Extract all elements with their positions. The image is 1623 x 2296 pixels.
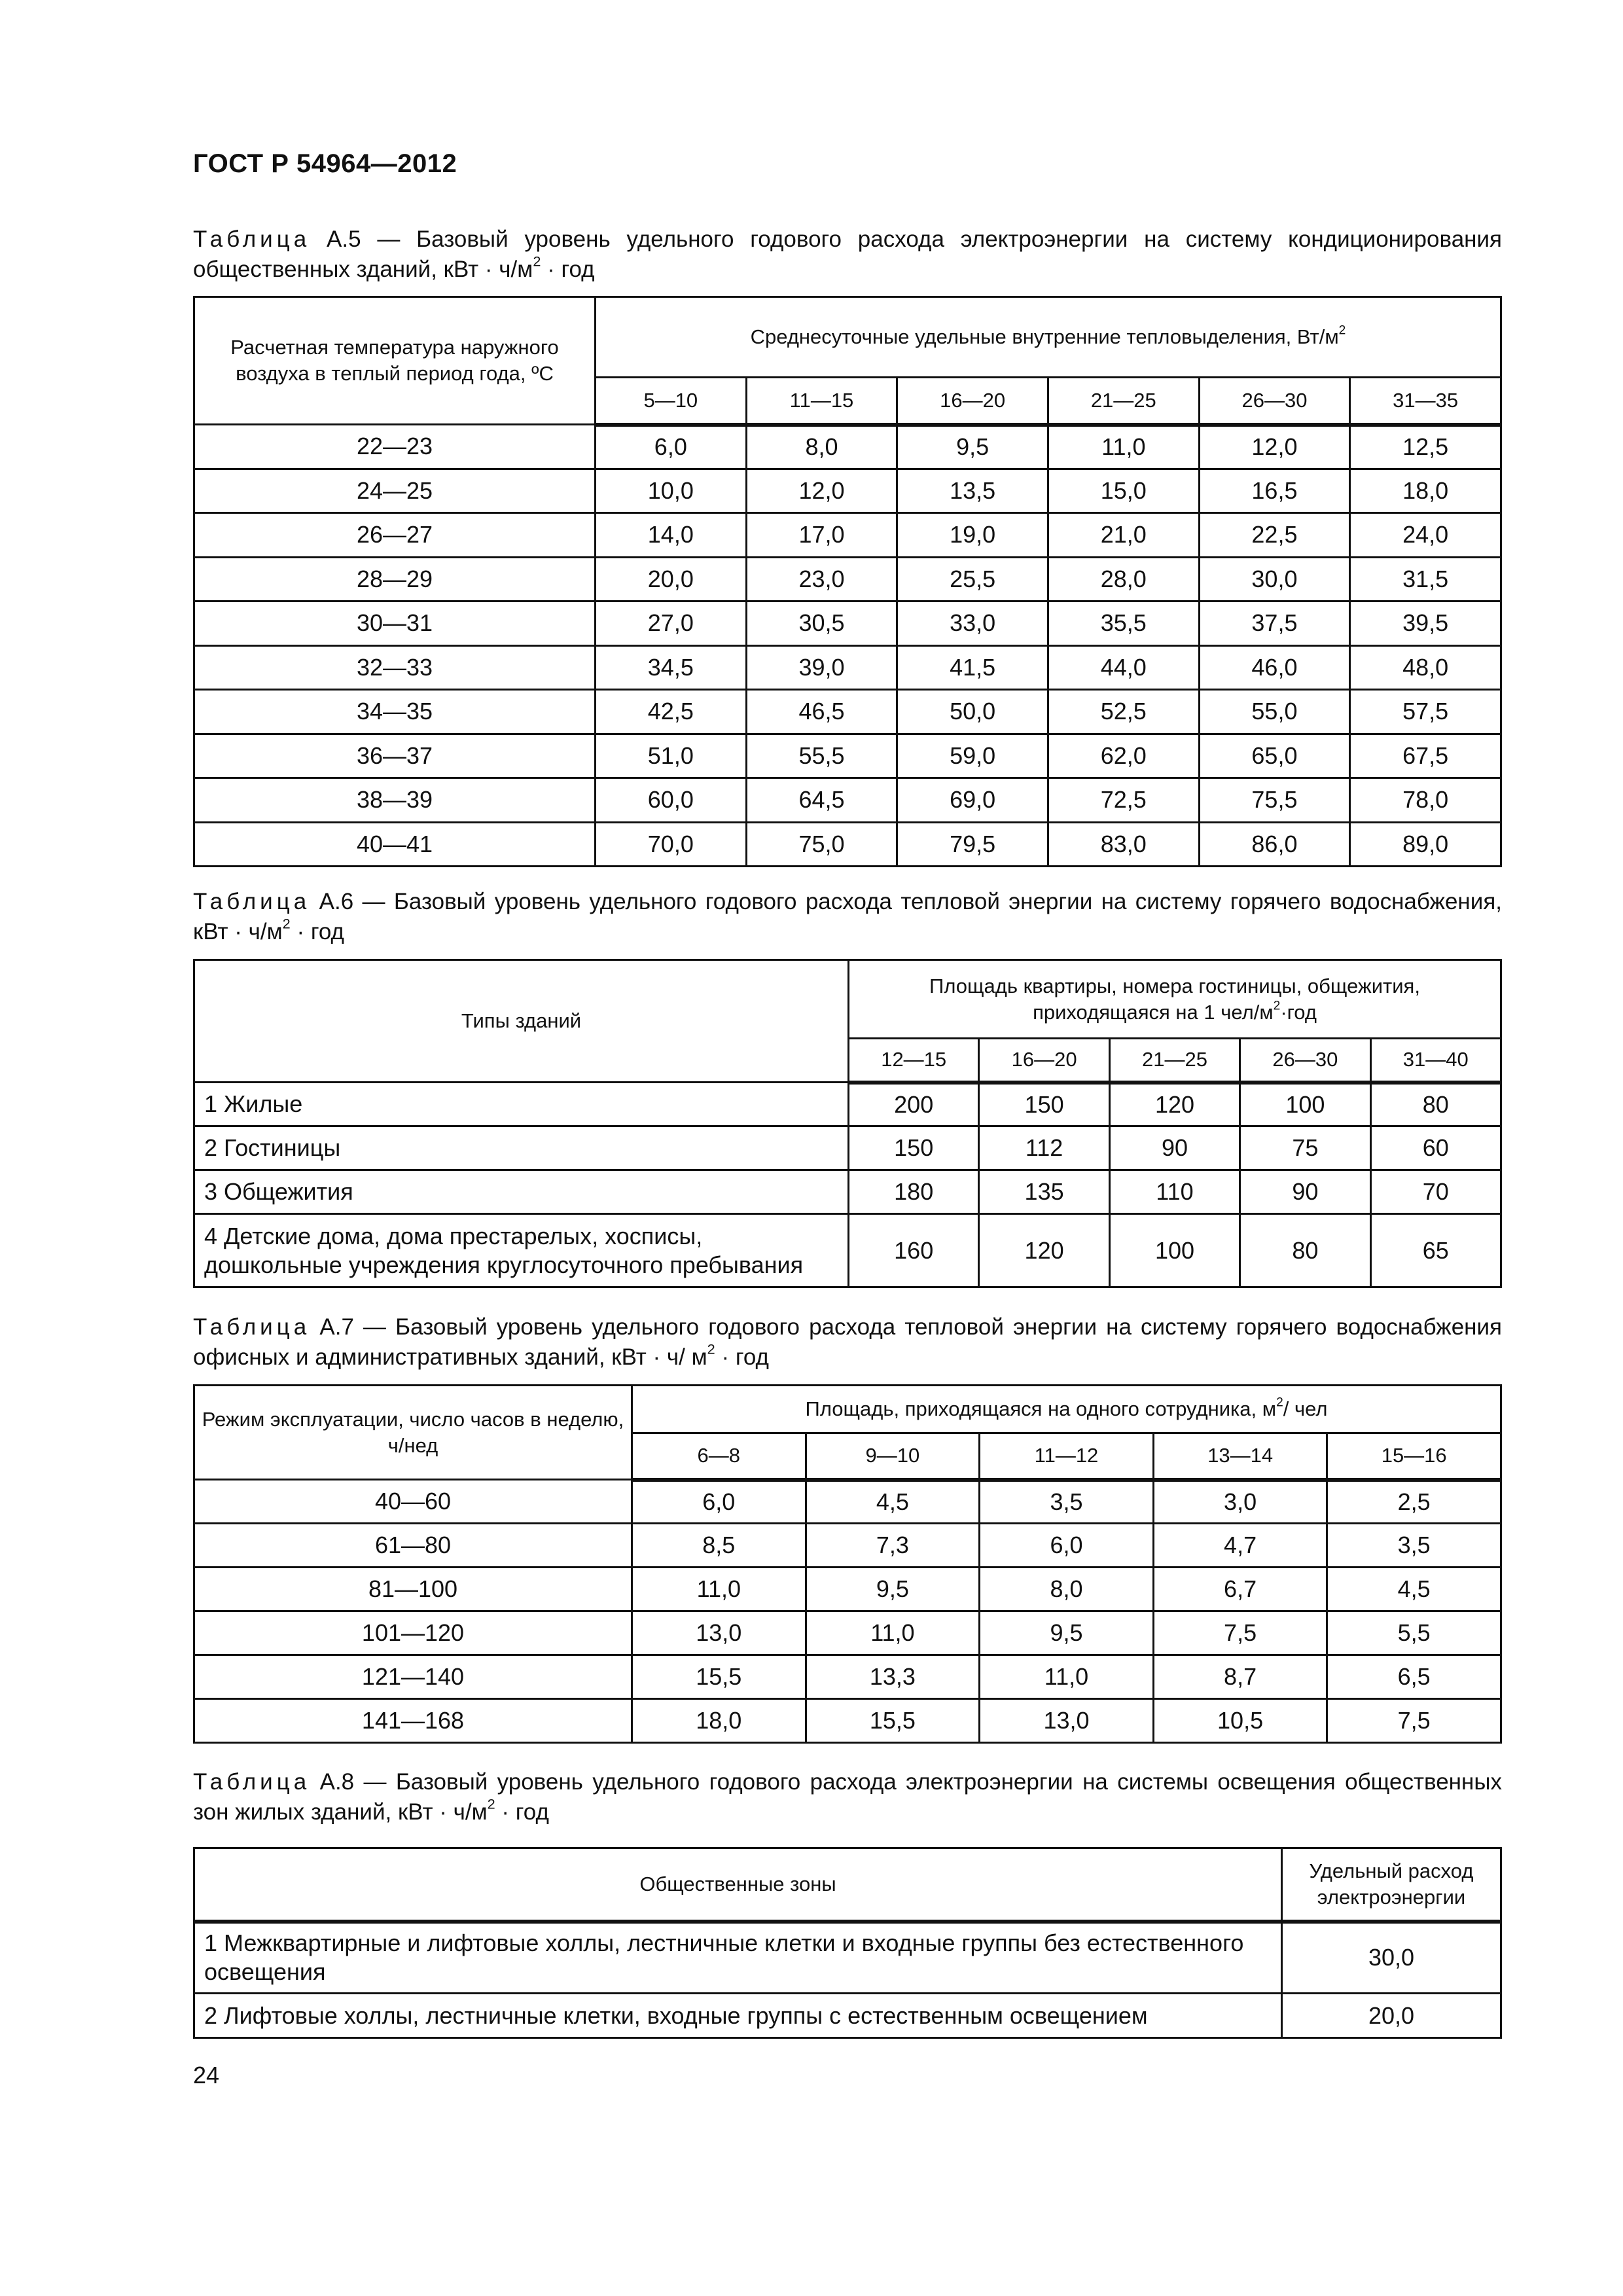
table-cell: 30—31	[194, 601, 596, 646]
table-a8-caption	[193, 1767, 1502, 1827]
caption-tail: · год	[495, 1799, 549, 1825]
caption-sup: 2	[282, 915, 291, 932]
caption-body: А.6 — Базовый уровень удельного годового расхода тепловой энергии на систему горячего водоснабжения, кВт · ч/м	[193, 889, 1502, 944]
table-cell: 135	[979, 1170, 1109, 1214]
table-cell: 41,5	[897, 645, 1048, 690]
table-cell: 72,5	[1048, 778, 1199, 823]
table-cell: 8,5	[632, 1524, 806, 1568]
table-cell: 9,5	[980, 1611, 1154, 1655]
table-cell: 8,7	[1153, 1655, 1327, 1699]
table-cell: 70,0	[596, 822, 747, 867]
table-row	[194, 1083, 1501, 1126]
table-cell: 65	[1370, 1214, 1501, 1287]
column-header: 16—20	[897, 378, 1048, 425]
caption-body: А.7 — Базовый уровень удельного годового расхода тепловой энергии на систему горячего водоснабжения офисных и административных зданий, кВт · ч/ м	[193, 1314, 1503, 1370]
table-cell: 5,5	[1327, 1611, 1501, 1655]
table-cell: 51,0	[596, 734, 747, 778]
table-a7-group-header-tail: / чел	[1283, 1397, 1328, 1420]
table-cell: 11,0	[806, 1611, 980, 1655]
table-cell: 81—100	[194, 1568, 632, 1611]
column-header: 12—15	[849, 1039, 979, 1083]
table-cell: 13,5	[897, 469, 1048, 513]
table-cell: 44,0	[1048, 645, 1199, 690]
table-cell: 78,0	[1350, 778, 1501, 823]
table-cell: 6,0	[596, 425, 747, 469]
table-cell: 75,5	[1199, 778, 1350, 823]
table-cell: 28—29	[194, 557, 596, 601]
table-a6-body	[194, 1083, 1501, 1287]
table-row	[194, 690, 1501, 734]
column-header: 11—12	[980, 1433, 1154, 1480]
table-a6-col0-header: Типы зданий	[194, 960, 849, 1083]
table-a5-group-header-text: Среднесуточные удельные внутренние тепловыделения, Вт/м	[750, 325, 1339, 348]
table-a6-group-header-sup: 2	[1273, 999, 1281, 1013]
table-cell: 18,0	[1350, 469, 1501, 513]
document-header: ГОСТ Р 54964—2012	[193, 149, 457, 178]
table-row	[194, 557, 1501, 601]
table-cell: 7,5	[1327, 1699, 1501, 1743]
table-cell: 4,5	[1327, 1568, 1501, 1611]
table-cell: 69,0	[897, 778, 1048, 823]
table-row	[194, 1699, 1501, 1743]
table-cell: 59,0	[897, 734, 1048, 778]
table-a6-group-header	[849, 960, 1501, 1039]
table-a5-group-header	[596, 297, 1501, 378]
caption-prefix: Таблица	[193, 226, 311, 252]
table-row	[194, 1568, 1501, 1611]
table-cell: 8,0	[746, 425, 897, 469]
table-cell: 6,0	[632, 1480, 806, 1524]
table-row	[194, 1214, 1501, 1287]
table-a8-col1-header: Удельный расход электроэнергии	[1282, 1848, 1501, 1922]
table-cell: 3,0	[1153, 1480, 1327, 1524]
table-a7-col0-header: Режим эксплуатации, число часов в неделю, ч/нед	[194, 1386, 632, 1480]
caption-body: А.8 — Базовый уровень удельного годового расхода электроэнергии на системы освещения общественных зон жилых зданий, кВт · ч/м	[193, 1769, 1502, 1825]
caption-body: А.5 — Базовый уровень удельного годового расхода электроэнергии на систему кондиционирования общественных зданий, кВт · ч/м	[193, 226, 1502, 282]
table-a6-group-header-tail: ·год	[1280, 1000, 1317, 1024]
table-cell: 86,0	[1199, 822, 1350, 867]
column-header: 26—30	[1199, 378, 1350, 425]
table-row	[194, 734, 1501, 778]
table-a8-body	[194, 1922, 1501, 2038]
table-cell: 30,5	[746, 601, 897, 646]
table-cell: 62,0	[1048, 734, 1199, 778]
table-cell: 9,5	[806, 1568, 980, 1611]
table-cell: 6,0	[980, 1524, 1154, 1568]
table-cell: 57,5	[1350, 690, 1501, 734]
table-cell: 15,5	[632, 1655, 806, 1699]
table-cell: 39,5	[1350, 601, 1501, 646]
table-cell: 100	[1109, 1214, 1240, 1287]
table-cell: 50,0	[897, 690, 1048, 734]
column-header: 6—8	[632, 1433, 806, 1480]
table-cell: 30,0	[1199, 557, 1350, 601]
table-row	[194, 1480, 1501, 1524]
table-a6-group-header-line1: Площадь квартиры, номера гостиницы, общежития,	[929, 974, 1420, 997]
table-a6-group-header-line2: приходящаяся на 1 чел/м	[1033, 1000, 1274, 1024]
table-cell: 55,0	[1199, 690, 1350, 734]
column-header: 5—10	[596, 378, 747, 425]
table-cell: 46,5	[746, 690, 897, 734]
table-cell: 100	[1240, 1083, 1370, 1126]
table-cell: 17,0	[746, 513, 897, 558]
table-cell: 79,5	[897, 822, 1048, 867]
table-cell: 19,0	[897, 513, 1048, 558]
caption-prefix: Таблица	[193, 889, 311, 914]
caption-sup: 2	[533, 253, 541, 270]
table-cell: 75,0	[746, 822, 897, 867]
table-cell: 64,5	[746, 778, 897, 823]
table-row	[194, 1524, 1501, 1568]
table-cell: 112	[979, 1126, 1109, 1170]
table-cell: 31,5	[1350, 557, 1501, 601]
table-cell: 2 Лифтовые холлы, лестничные клетки, входные группы с естественным освещением	[194, 1994, 1282, 2038]
table-cell: 4,5	[806, 1480, 980, 1524]
table-a7-group-header-sup: 2	[1276, 1395, 1283, 1410]
table-cell: 13,0	[632, 1611, 806, 1655]
caption-prefix: Таблица	[193, 1769, 311, 1795]
table-a8-col0-header: Общественные зоны	[194, 1848, 1282, 1922]
table-a5-caption	[193, 224, 1502, 285]
table-cell: 83,0	[1048, 822, 1199, 867]
table-cell: 3,5	[980, 1480, 1154, 1524]
table-row	[194, 1611, 1501, 1655]
table-cell: 48,0	[1350, 645, 1501, 690]
table-row	[194, 425, 1501, 469]
table-cell: 80	[1370, 1083, 1501, 1126]
table-cell: 16,5	[1199, 469, 1350, 513]
table-cell: 36—37	[194, 734, 596, 778]
table-cell: 3,5	[1327, 1524, 1501, 1568]
table-cell: 33,0	[897, 601, 1048, 646]
table-cell: 38—39	[194, 778, 596, 823]
table-a6-caption	[193, 887, 1502, 947]
table-cell: 26—27	[194, 513, 596, 558]
table-cell: 20,0	[596, 557, 747, 601]
column-header: 15—16	[1327, 1433, 1501, 1480]
table-cell: 22,5	[1199, 513, 1350, 558]
table-cell: 55,5	[746, 734, 897, 778]
table-cell: 52,5	[1048, 690, 1199, 734]
table-cell: 13,0	[980, 1699, 1154, 1743]
table-row	[194, 601, 1501, 646]
table-cell: 15,5	[806, 1699, 980, 1743]
table-a5-body	[194, 425, 1501, 867]
table-cell: 18,0	[632, 1699, 806, 1743]
table-row	[194, 1655, 1501, 1699]
table-row	[194, 1922, 1501, 1994]
table-cell: 60	[1370, 1126, 1501, 1170]
table-cell: 9,5	[897, 425, 1048, 469]
caption-sup: 2	[487, 1795, 495, 1812]
table-cell: 110	[1109, 1170, 1240, 1214]
table-cell: 22—23	[194, 425, 596, 469]
table-cell: 23,0	[746, 557, 897, 601]
caption-tail: · год	[715, 1344, 769, 1370]
table-a7-group-header	[632, 1386, 1501, 1433]
table-cell: 13,3	[806, 1655, 980, 1699]
table-a5-group-header-sup: 2	[1338, 323, 1346, 338]
page-number: 24	[193, 2062, 220, 2089]
column-header: 31—40	[1370, 1039, 1501, 1083]
column-header: 11—15	[746, 378, 897, 425]
table-a5	[193, 296, 1502, 867]
table-cell: 89,0	[1350, 822, 1501, 867]
table-row	[194, 1170, 1501, 1214]
caption-prefix: Таблица	[193, 1314, 311, 1340]
table-a7-group-header-text: Площадь, приходящаяся на одного сотрудника, м	[805, 1397, 1277, 1420]
table-cell: 7,3	[806, 1524, 980, 1568]
column-header: 31—35	[1350, 378, 1501, 425]
caption-tail: · год	[541, 257, 595, 282]
table-cell: 70	[1370, 1170, 1501, 1214]
table-cell: 20,0	[1282, 1994, 1501, 2038]
column-header: 26—30	[1240, 1039, 1370, 1083]
table-a7-caption	[193, 1312, 1502, 1372]
table-cell: 10,0	[596, 469, 747, 513]
column-header: 9—10	[806, 1433, 980, 1480]
table-cell: 1 Межквартирные и лифтовые холлы, лестничные клетки и входные группы без естественного освещения	[194, 1922, 1282, 1994]
table-cell: 11,0	[980, 1655, 1154, 1699]
table-cell: 8,0	[980, 1568, 1154, 1611]
table-cell: 150	[849, 1126, 979, 1170]
table-cell: 14,0	[596, 513, 747, 558]
table-cell: 7,5	[1153, 1611, 1327, 1655]
column-header: 21—25	[1109, 1039, 1240, 1083]
table-row	[194, 822, 1501, 867]
table-cell: 90	[1109, 1126, 1240, 1170]
table-cell: 37,5	[1199, 601, 1350, 646]
column-header: 21—25	[1048, 378, 1199, 425]
table-cell: 160	[849, 1214, 979, 1287]
table-row	[194, 778, 1501, 823]
table-cell: 40—60	[194, 1480, 632, 1524]
table-cell: 4,7	[1153, 1524, 1327, 1568]
table-cell: 101—120	[194, 1611, 632, 1655]
table-cell: 200	[849, 1083, 979, 1126]
table-cell: 35,5	[1048, 601, 1199, 646]
table-cell: 24—25	[194, 469, 596, 513]
table-cell: 180	[849, 1170, 979, 1214]
table-cell: 32—33	[194, 645, 596, 690]
table-cell: 120	[1109, 1083, 1240, 1126]
column-header: 13—14	[1153, 1433, 1327, 1480]
table-row	[194, 513, 1501, 558]
table-row	[194, 469, 1501, 513]
table-cell: 75	[1240, 1126, 1370, 1170]
table-cell: 2 Гостиницы	[194, 1126, 849, 1170]
table-cell: 15,0	[1048, 469, 1199, 513]
table-row	[194, 1994, 1501, 2038]
table-cell: 65,0	[1199, 734, 1350, 778]
table-cell: 12,0	[1199, 425, 1350, 469]
table-cell: 6,7	[1153, 1568, 1327, 1611]
table-row	[194, 645, 1501, 690]
table-row	[194, 1126, 1501, 1170]
table-cell: 28,0	[1048, 557, 1199, 601]
table-cell: 150	[979, 1083, 1109, 1126]
table-cell: 80	[1240, 1214, 1370, 1287]
caption-sup: 2	[707, 1340, 715, 1357]
column-header: 16—20	[979, 1039, 1109, 1083]
caption-tail: · год	[290, 919, 344, 944]
table-a7	[193, 1384, 1502, 1744]
table-cell: 61—80	[194, 1524, 632, 1568]
table-a7-body	[194, 1480, 1501, 1743]
table-cell: 30,0	[1282, 1922, 1501, 1994]
table-cell: 3 Общежития	[194, 1170, 849, 1214]
table-cell: 21,0	[1048, 513, 1199, 558]
table-cell: 10,5	[1153, 1699, 1327, 1743]
table-cell: 60,0	[596, 778, 747, 823]
table-a8	[193, 1847, 1502, 2039]
table-cell: 12,0	[746, 469, 897, 513]
table-cell: 121—140	[194, 1655, 632, 1699]
table-a5-col0-header: Расчетная температура наружного воздуха в теплый период года, ºС	[194, 297, 596, 425]
table-cell: 40—41	[194, 822, 596, 867]
table-cell: 39,0	[746, 645, 897, 690]
table-cell: 11,0	[1048, 425, 1199, 469]
table-cell: 12,5	[1350, 425, 1501, 469]
table-a6	[193, 959, 1502, 1288]
table-cell: 6,5	[1327, 1655, 1501, 1699]
table-cell: 34,5	[596, 645, 747, 690]
table-cell: 11,0	[632, 1568, 806, 1611]
table-cell: 34—35	[194, 690, 596, 734]
table-cell: 27,0	[596, 601, 747, 646]
table-cell: 1 Жилые	[194, 1083, 849, 1126]
table-cell: 4 Детские дома, дома престарелых, хосписы, дошкольные учреждения круглосуточного пребывания	[194, 1214, 849, 1287]
table-cell: 42,5	[596, 690, 747, 734]
table-cell: 46,0	[1199, 645, 1350, 690]
table-cell: 2,5	[1327, 1480, 1501, 1524]
table-cell: 67,5	[1350, 734, 1501, 778]
table-cell: 25,5	[897, 557, 1048, 601]
table-cell: 90	[1240, 1170, 1370, 1214]
table-cell: 120	[979, 1214, 1109, 1287]
table-cell: 24,0	[1350, 513, 1501, 558]
table-cell: 141—168	[194, 1699, 632, 1743]
